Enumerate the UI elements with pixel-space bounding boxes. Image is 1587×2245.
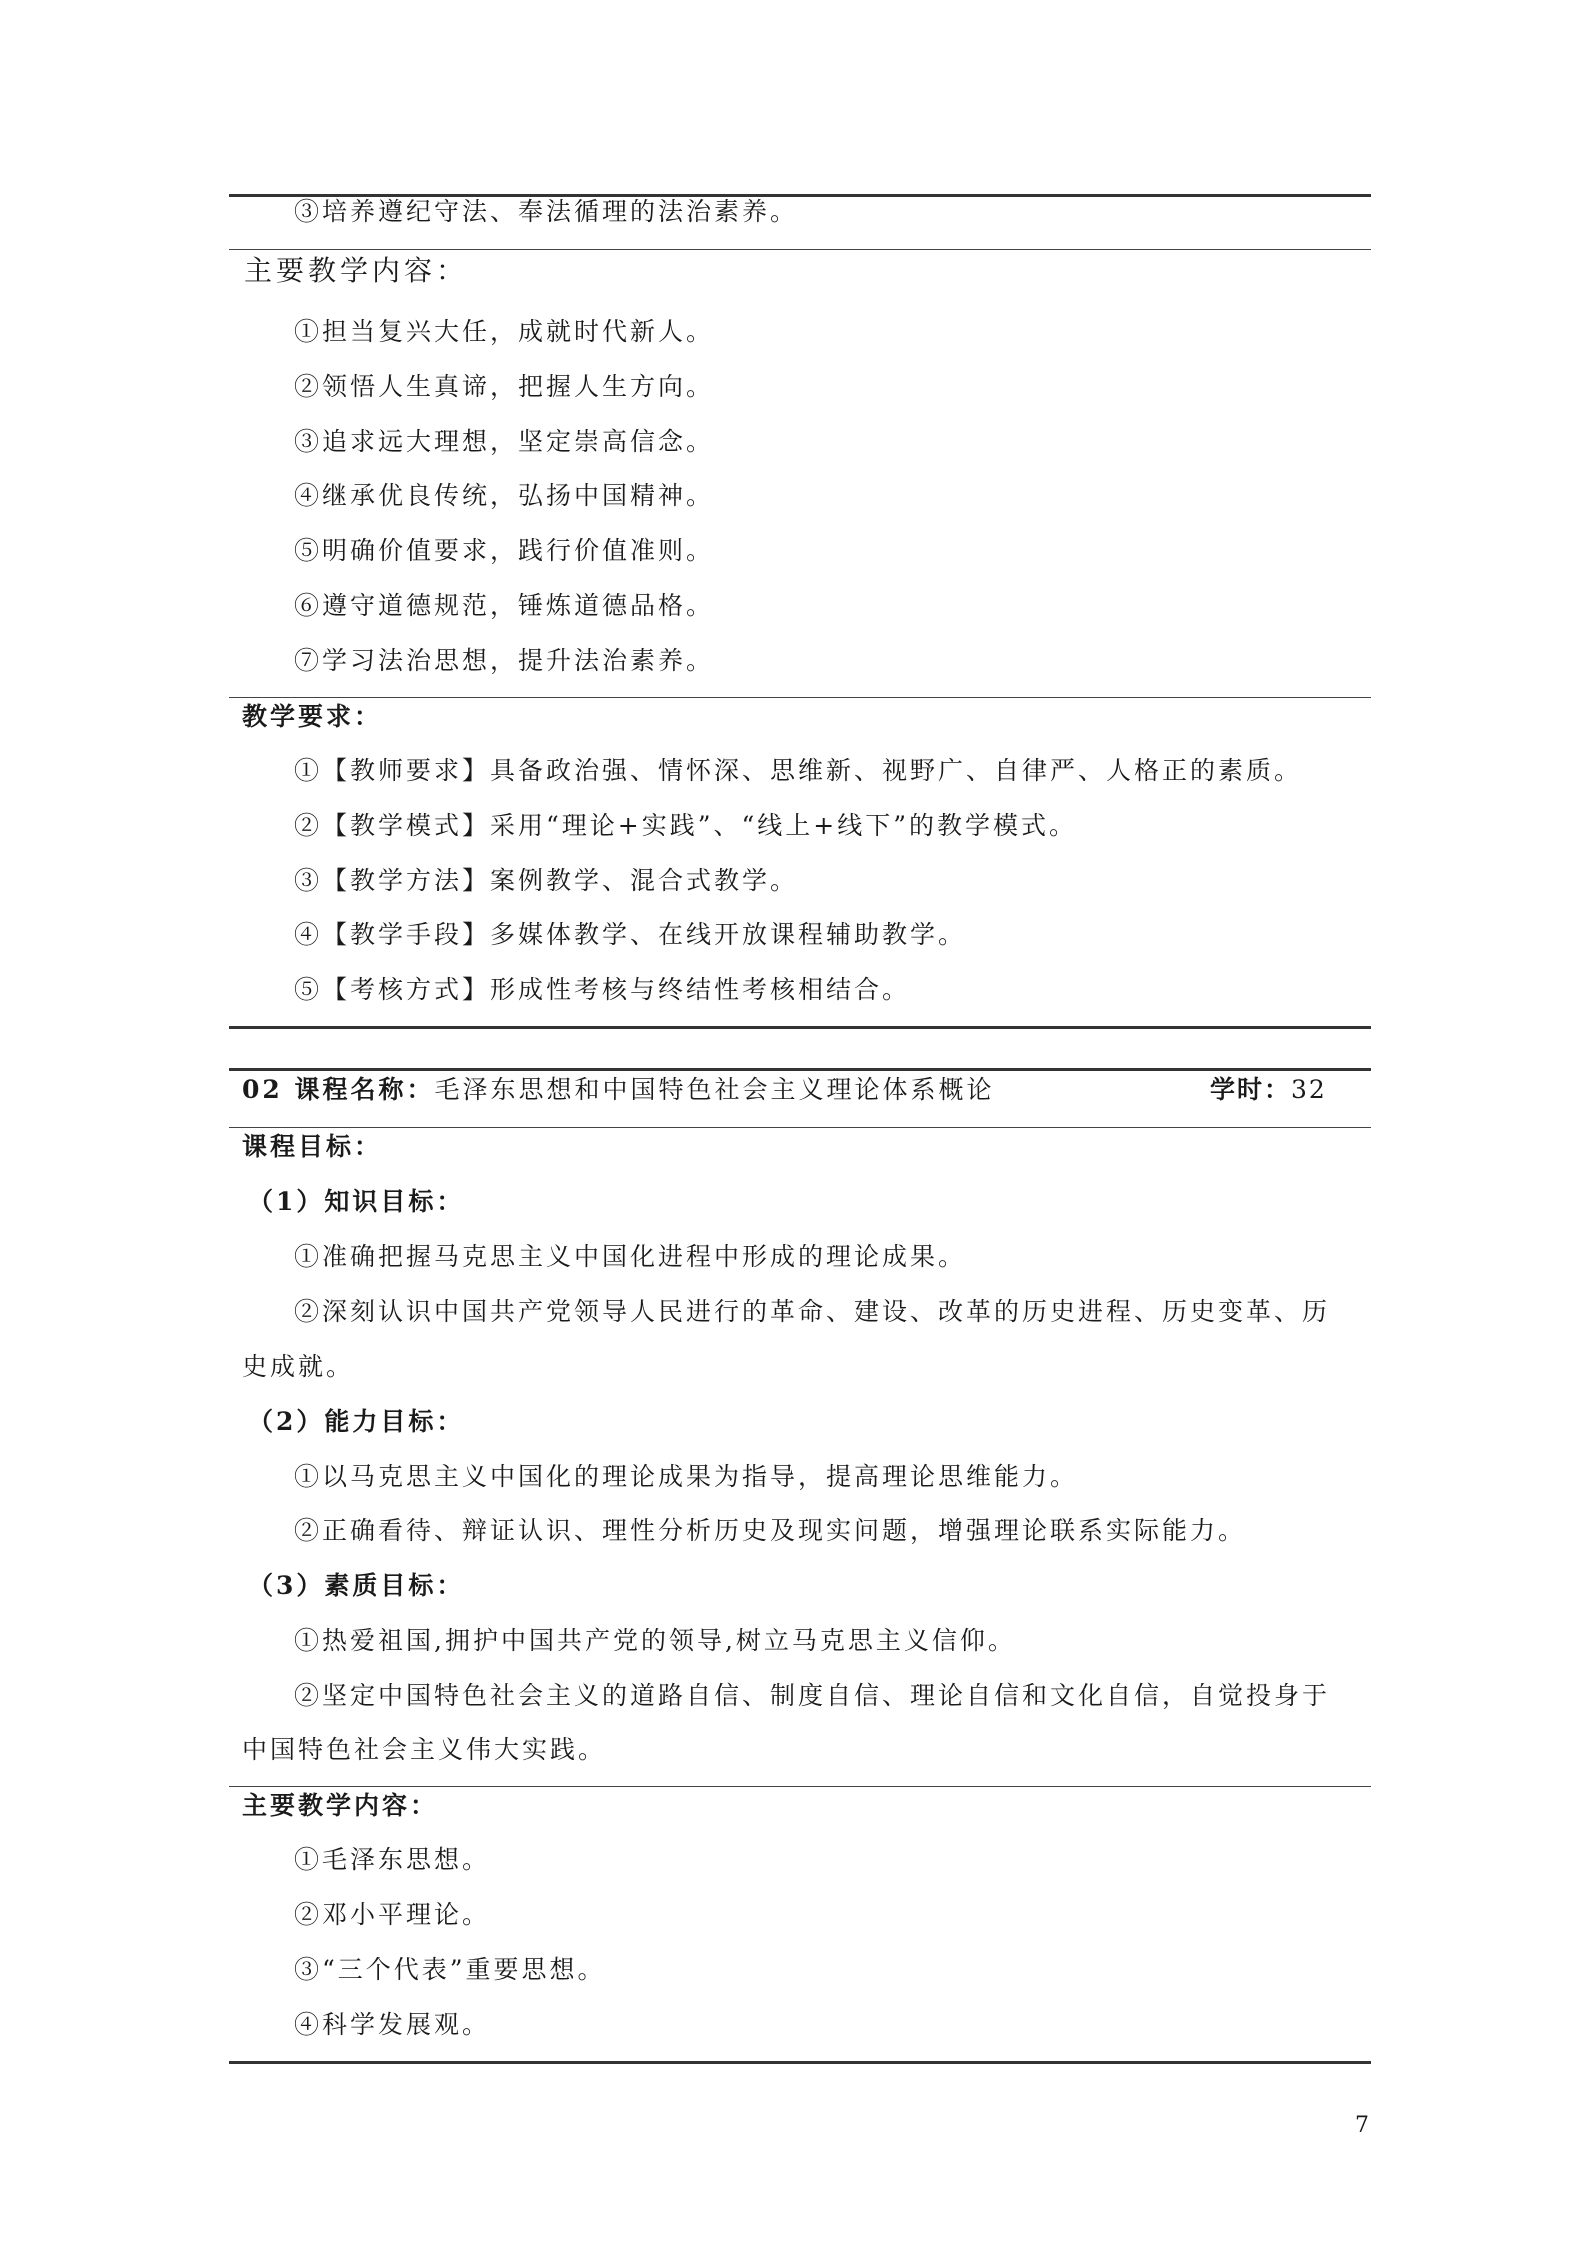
requirement-item: ②【教学模式】采用“理论+实践”、“线上+线下”的教学模式。 — [294, 811, 1078, 840]
course-top-rule — [229, 1068, 1371, 1071]
knowledge-goal-item-cont: 史成就。 — [242, 1352, 355, 1381]
content-item: ②领悟人生真谛，把握人生方向。 — [294, 372, 715, 401]
page-number: 7 — [1355, 2113, 1369, 2138]
requirement-item: ①【教师要求】具备政治强、情怀深、思维新、视野广、自律严、人格正的素质。 — [294, 756, 1303, 785]
content-item: ⑦学习法治思想，提升法治素养。 — [294, 646, 715, 675]
divider — [229, 1127, 1371, 1128]
goal-item: ③培养遵纪守法、奉法循理的法治素养。 — [294, 197, 799, 226]
ability-goal-item: ①以马克思主义中国化的理论成果为指导，提高理论思维能力。 — [294, 1462, 1079, 1491]
ability-goal-item: ②正确看待、辩证认识、理性分析历史及现实问题，增强理论联系实际能力。 — [294, 1516, 1247, 1545]
content-item: ②邓小平理论。 — [294, 1900, 491, 1929]
goals-title: 课程目标： — [242, 1132, 383, 1161]
hours-label: 学时： — [1210, 1075, 1292, 1104]
knowledge-goal-item: ②深刻认识中国共产党领导人民进行的革命、建设、改革的历史进程、历史变革、历 — [294, 1297, 1331, 1326]
ability-goals-title: （2）能力目标： — [248, 1407, 465, 1436]
content-title: 主要教学内容： — [244, 254, 469, 287]
content-item: ④继承优良传统，弘扬中国精神。 — [294, 481, 715, 510]
course-name: 毛泽东思想和中国特色社会主义理论体系概论 — [434, 1075, 995, 1104]
content-item: ①毛泽东思想。 — [294, 1845, 491, 1874]
quality-goals-title: （3）素质目标： — [248, 1571, 465, 1600]
content-item: ①担当复兴大任，成就时代新人。 — [294, 317, 715, 346]
requirement-item: ⑤【考核方式】形成性考核与终结性考核相结合。 — [294, 975, 911, 1004]
content-title: 主要教学内容： — [242, 1791, 439, 1820]
content-item: ④科学发展观。 — [294, 2010, 491, 2039]
requirement-item: ④【教学手段】多媒体教学、在线开放课程辅助教学。 — [294, 920, 967, 949]
content-item: ⑤明确价值要求，践行价值准则。 — [294, 536, 715, 565]
section-end-rule — [229, 1026, 1371, 1029]
bottom-rule — [229, 2061, 1371, 2064]
course-hours — [1210, 1073, 1327, 1107]
content-item: ③追求远大理想，坚定崇高信念。 — [294, 427, 715, 456]
hours-value: 32 — [1291, 1075, 1327, 1104]
divider — [229, 249, 1371, 250]
requirements-title: 教学要求： — [242, 702, 383, 731]
divider — [229, 697, 1371, 698]
quality-goal-item-cont: 中国特色社会主义伟大实践。 — [242, 1735, 607, 1764]
divider — [229, 1786, 1371, 1787]
quality-goal-item: ②坚定中国特色社会主义的道路自信、制度自信、理论自信和文化自信，自觉投身于 — [294, 1681, 1331, 1710]
knowledge-goals-title: （1）知识目标： — [248, 1187, 465, 1216]
course-title-row — [242, 1073, 995, 1107]
content-item: ③“三个代表”重要思想。 — [294, 1955, 606, 1984]
requirement-item: ③【教学方法】案例教学、混合式教学。 — [294, 866, 799, 895]
knowledge-goal-item: ①准确把握马克思主义中国化进程中形成的理论成果。 — [294, 1242, 967, 1271]
content-item: ⑥遵守道德规范，锤炼道德品格。 — [294, 591, 715, 620]
course-label: 02 课程名称： — [242, 1075, 435, 1104]
quality-goal-item: ①热爱祖国,拥护中国共产党的领导,树立马克思主义信仰。 — [294, 1626, 1016, 1655]
